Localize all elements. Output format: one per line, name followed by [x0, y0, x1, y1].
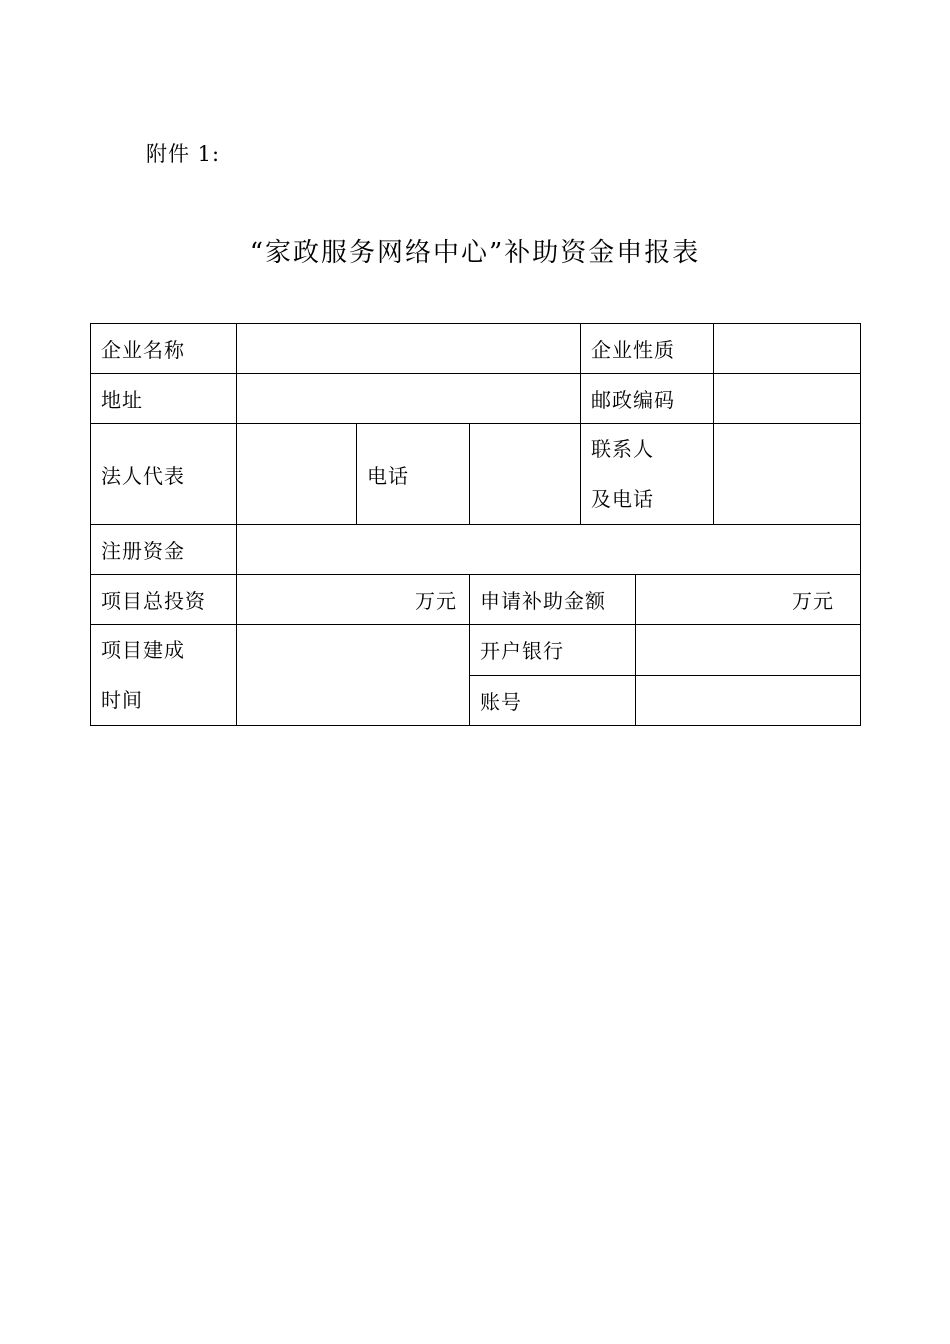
registered-capital-label: 注册资金 [91, 525, 237, 575]
contact-label-line2: 及电话 [591, 487, 654, 511]
build-time-label [91, 625, 237, 726]
total-investment-label: 项目总投资 [91, 575, 237, 625]
company-name-label: 企业名称 [91, 324, 237, 374]
subsidy-amount-label: 申请补助金额 [470, 575, 636, 625]
legal-rep-label: 法人代表 [91, 424, 237, 525]
company-nature-label: 企业性质 [581, 324, 714, 374]
account-field[interactable] [636, 675, 861, 726]
legal-rep-field[interactable] [237, 424, 357, 525]
attachment-label: 附件 1: [146, 142, 221, 166]
account-label: 账号 [470, 675, 636, 726]
row-investment [91, 575, 861, 625]
form-title: “家政服务网络中心”补助资金申报表 [249, 238, 701, 268]
address-label: 地址 [91, 374, 237, 424]
total-investment-field[interactable] [237, 575, 470, 625]
contact-label-line1: 联系人 [591, 437, 654, 461]
row-registered-capital [91, 525, 861, 575]
row-company [91, 324, 861, 374]
build-time-field[interactable] [237, 625, 470, 726]
subsidy-application-table [90, 323, 861, 726]
company-nature-field[interactable] [714, 324, 861, 374]
registered-capital-field[interactable] [237, 525, 861, 575]
phone-field[interactable] [470, 424, 581, 525]
row-address [91, 374, 861, 424]
total-investment-unit: 万元 [415, 589, 457, 613]
build-time-label-line1: 项目建成 [101, 638, 185, 662]
subsidy-amount-field[interactable] [636, 575, 861, 625]
address-field[interactable] [237, 374, 581, 424]
postal-code-field[interactable] [714, 374, 861, 424]
contact-label [581, 424, 714, 525]
row-build-time-bank [91, 625, 861, 676]
phone-label: 电话 [357, 424, 470, 525]
subsidy-amount-unit: 万元 [792, 589, 834, 613]
contact-field[interactable] [714, 424, 861, 525]
company-name-field[interactable] [237, 324, 581, 374]
row-legal-rep [91, 424, 861, 525]
bank-field[interactable] [636, 625, 861, 676]
postal-code-label: 邮政编码 [581, 374, 714, 424]
bank-label: 开户银行 [470, 625, 636, 676]
build-time-label-line2: 时间 [101, 688, 143, 712]
